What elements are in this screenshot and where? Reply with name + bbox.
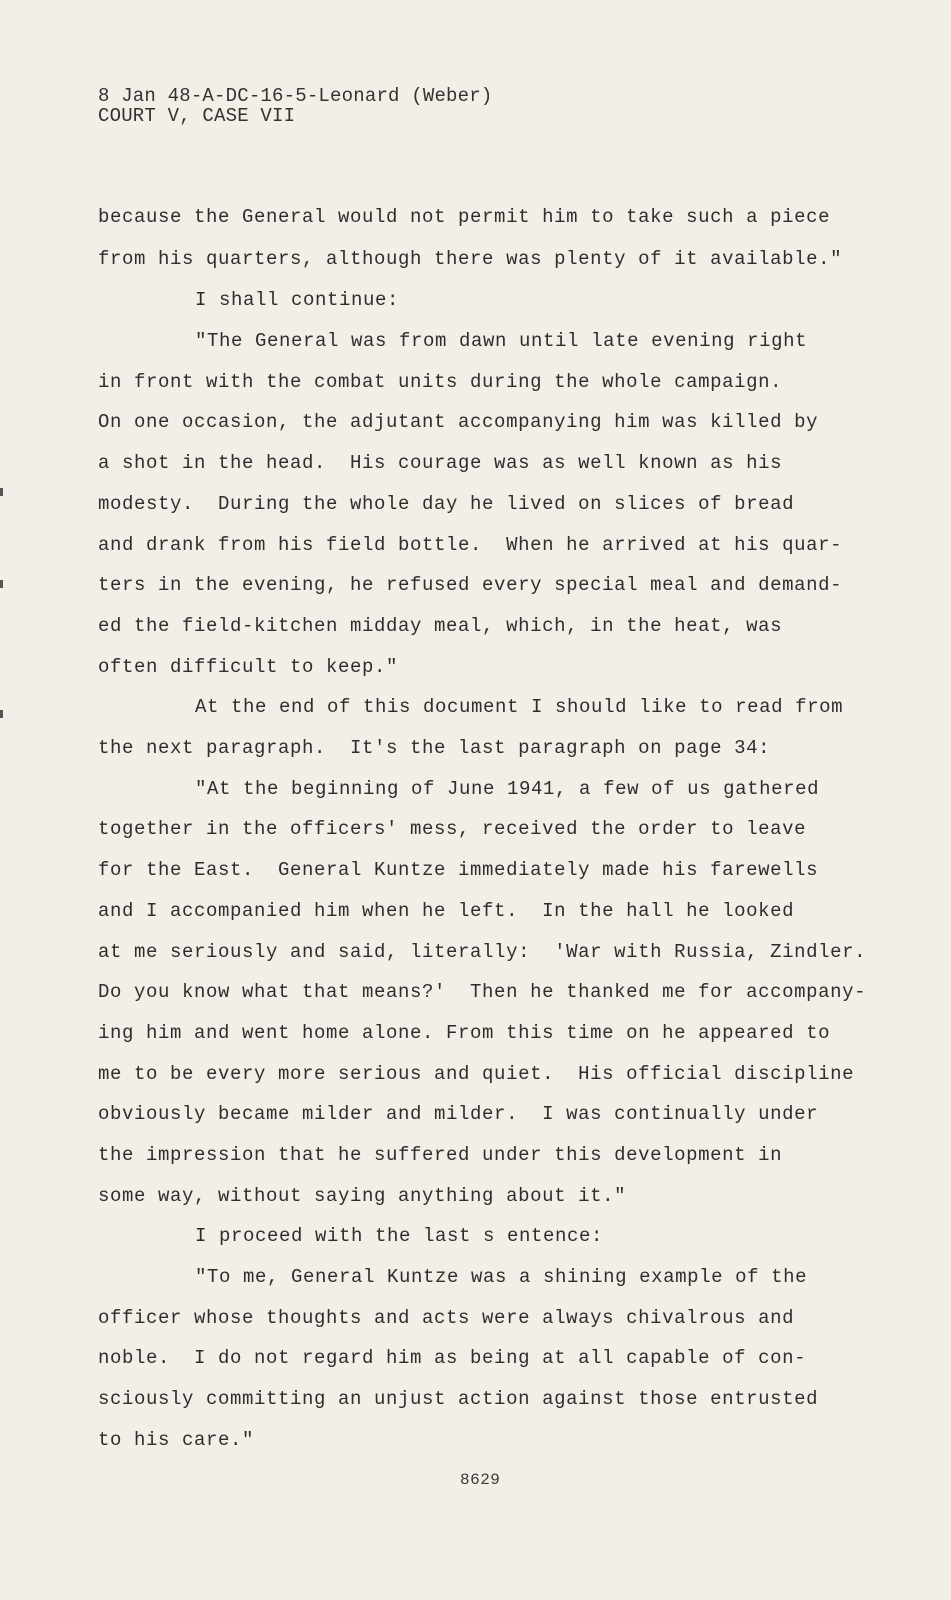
body-line: "At the beginning of June 1941, a few of us gathered [195, 778, 820, 800]
body-line: the next paragraph. It's the last paragraph on page 34: [98, 737, 771, 759]
body-line: officer whose thoughts and acts were always chivalrous and [98, 1307, 795, 1329]
body-line: "The General was from dawn until late evening right [195, 330, 808, 352]
body-line: obviously became milder and milder. I was continually under [98, 1103, 819, 1125]
body-line: the impression that he suffered under this development in [98, 1144, 783, 1166]
body-line: I proceed with the last s entence: [195, 1225, 604, 1247]
header-docket-line: 8 Jan 48-A-DC-16-5-Leonard (Weber) [98, 85, 493, 107]
body-line: some way, without saying anything about it." [98, 1185, 627, 1207]
body-line: me to be every more serious and quiet. His official discipline [98, 1063, 855, 1085]
body-line: a shot in the head. His courage was as well known as his [98, 452, 783, 474]
body-line: modesty. During the whole day he lived on slices of bread [98, 493, 795, 515]
body-line: often difficult to keep." [98, 656, 399, 678]
body-line: for the East. General Kuntze immediately made his farewells [98, 859, 819, 881]
body-line: sciously committing an unjust action against those entrusted [98, 1388, 819, 1410]
binding-mark [0, 710, 3, 718]
body-line: noble. I do not regard him as being at all capable of con- [98, 1347, 807, 1369]
body-line: Do you know what that means?' Then he thanked me for accompany- [98, 981, 867, 1003]
binding-mark [0, 580, 3, 588]
body-line: I shall continue: [195, 289, 400, 311]
body-line: "To me, General Kuntze was a shining example of the [195, 1266, 808, 1288]
body-line: ing him and went home alone. From this time on he appeared to [98, 1022, 831, 1044]
binding-mark [0, 488, 3, 496]
body-line: At the end of this document I should like to read from [195, 696, 844, 718]
header-court-line: COURT V, CASE VII [98, 105, 296, 127]
body-line: in front with the combat units during the whole campaign. [98, 371, 783, 393]
body-line: ed the field-kitchen midday meal, which, in the heat, was [98, 615, 783, 637]
body-line: to his care." [98, 1429, 255, 1451]
body-line: at me seriously and said, literally: 'War with Russia, Zindler. [98, 941, 867, 963]
body-line: from his quarters, although there was plenty of it available." [98, 248, 843, 270]
body-line: and drank from his field bottle. When he arrived at his quar- [98, 534, 843, 556]
body-line: because the General would not permit him to take such a piece [98, 206, 831, 228]
page-number: 8629 [460, 1471, 501, 1489]
body-line: and I accompanied him when he left. In the hall he looked [98, 900, 795, 922]
body-line: ters in the evening, he refused every special meal and demand- [98, 574, 843, 596]
body-line: together in the officers' mess, received the order to leave [98, 818, 807, 840]
body-line: On one occasion, the adjutant accompanying him was killed by [98, 411, 819, 433]
document-header [98, 86, 492, 126]
